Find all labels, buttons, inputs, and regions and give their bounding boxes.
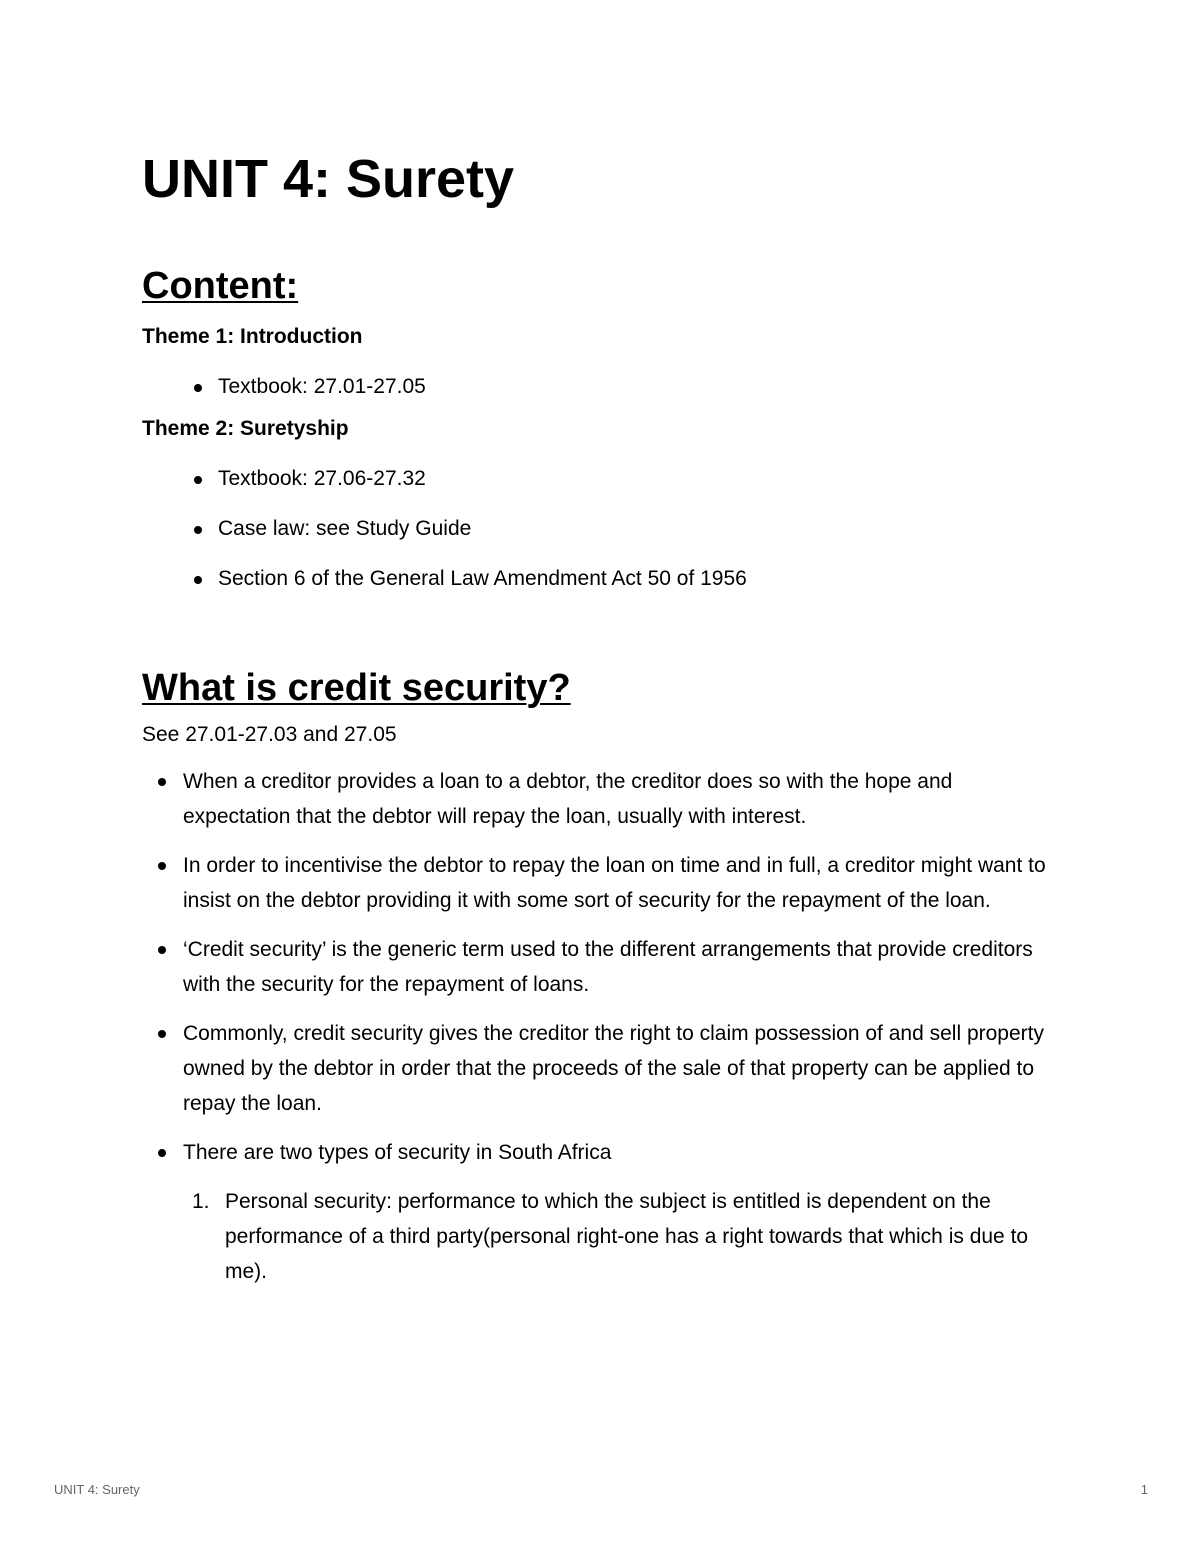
number-marker: 1. [192,1190,210,1213]
list-item: When a creditor provides a loan to a debtor, the creditor does so with the hope and expectation that the debtor will repay the loan, usually with interest. [142,764,1062,834]
list-item: ‘Credit security’ is the generic term used to the different arrangements that provide creditors with the security for the repayment of loans. [142,932,1062,1002]
theme-2-title: Theme 2: Suretyship [142,417,349,440]
list-item: Textbook: 27.06-27.32 [142,464,1062,494]
theme-1-title: Theme 1: Introduction [142,325,363,348]
numbered-item [142,1184,1062,1289]
credit-security-heading: What is credit security? [142,667,571,709]
credit-bullet-list [142,764,1062,1170]
footer-title: UNIT 4: Surety [54,1482,140,1497]
list-item: There are two types of security in South Africa [142,1135,1062,1170]
page-title: UNIT 4: Surety [142,149,515,209]
list-item: In order to incentivise the debtor to repay the loan on time and in full, a creditor might want to insist on the debtor providing it with some sort of security for the repayment of the loan. [142,848,1062,918]
see-reference: See 27.01-27.03 and 27.05 [142,723,397,746]
list-item: Textbook: 27.01-27.05 [142,372,1062,402]
theme-2-list [142,464,1062,594]
credit-section-heading-wrap [142,664,1062,712]
security-types-list [142,1184,1062,1289]
theme-1-list [142,372,1062,402]
content-heading: Content: [142,265,299,307]
content-section-heading-wrap [142,262,1062,310]
document-page [142,142,1062,1289]
list-item: Commonly, credit security gives the creditor the right to claim possession of and sell property owned by the debtor in order that the proceeds of the sale of that property can be applied to repay the loan. [142,1016,1062,1121]
list-item: Section 6 of the General Law Amendment Act 50 of 1956 [142,564,1062,594]
list-item: Case law: see Study Guide [142,514,1062,544]
page-number: 1 [1140,1482,1148,1497]
numbered-item-text: Personal security: performance to which the subject is entitled is dependent on the performance of a third party(personal right-one has a right towards that which is due to me). [225,1190,1029,1283]
